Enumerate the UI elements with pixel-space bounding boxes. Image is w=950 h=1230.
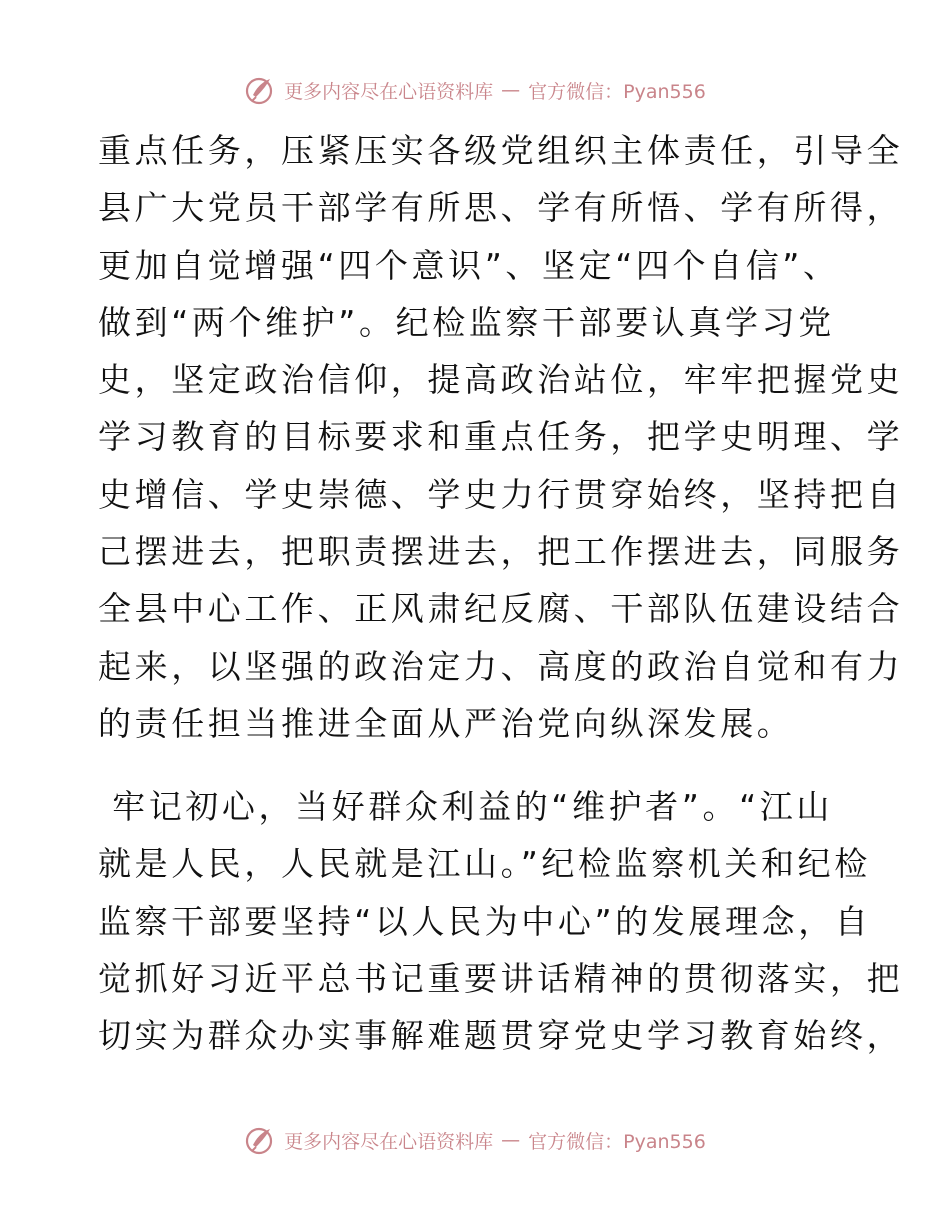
watermark-separator: —: [501, 79, 521, 101]
text-line: 己摆进去，把职责摆进去，把工作摆进去，同服务: [98, 532, 904, 572]
text-line: 觉抓好习近平总书记重要讲话精神的贯彻落实，把: [98, 958, 904, 998]
paragraph-2: [98, 778, 904, 1064]
footer-watermark: [0, 1120, 950, 1160]
pen-logo-icon: [244, 1123, 278, 1157]
text-line: 起来，以坚强的政治定力、高度的政治自觉和有力: [98, 646, 904, 686]
text-line: 切实为群众办实事解难题贯穿党史学习教育始终，: [98, 1016, 904, 1056]
header-watermark: [0, 70, 950, 110]
text-line: 重点任务，压紧压实各级党组织主体责任，引导全: [98, 131, 904, 170]
paragraph-1: [98, 122, 904, 752]
text-line: 史，坚定政治信仰，提高政治站位，牢牢把握党史: [98, 360, 904, 400]
text-line: 学习教育的目标要求和重点任务，把学史明理、学: [98, 417, 904, 457]
text-line: 做到“两个维护”。纪检监察干部要认真学习党: [98, 302, 835, 342]
text-line: 监察干部要坚持“以人民为中心”的发展理念，自: [98, 901, 872, 941]
text-line: 全县中心工作、正风肃纪反腐、干部队伍建设结合: [98, 589, 904, 629]
watermark-separator: —: [501, 1129, 521, 1151]
watermark-site-text: 更多内容尽在心语资料库: [284, 80, 494, 103]
text-line: 就是人民，人民就是江山。”纪检监察机关和纪检: [98, 844, 871, 884]
text-line: 更加自觉增强“四个意识”、坚定“四个自信”、: [98, 245, 840, 285]
watermark-account-text: 官方微信：Pyan556: [528, 80, 706, 103]
watermark-site-text: 更多内容尽在心语资料库: [284, 1130, 494, 1153]
watermark-account-text: 官方微信：Pyan556: [528, 1130, 706, 1153]
text-line: 史增信、学史崇德、学史力行贯穿始终，坚持把自: [98, 474, 904, 514]
text-line: 的责任担当推进全面从严治党向纵深发展。: [98, 703, 794, 743]
pen-logo-icon: [244, 73, 278, 107]
text-line: 牢记初心，当好群众利益的“维护者”。“江山: [98, 787, 833, 826]
text-line: 县广大党员干部学有所思、学有所悟、学有所得，: [98, 188, 904, 228]
